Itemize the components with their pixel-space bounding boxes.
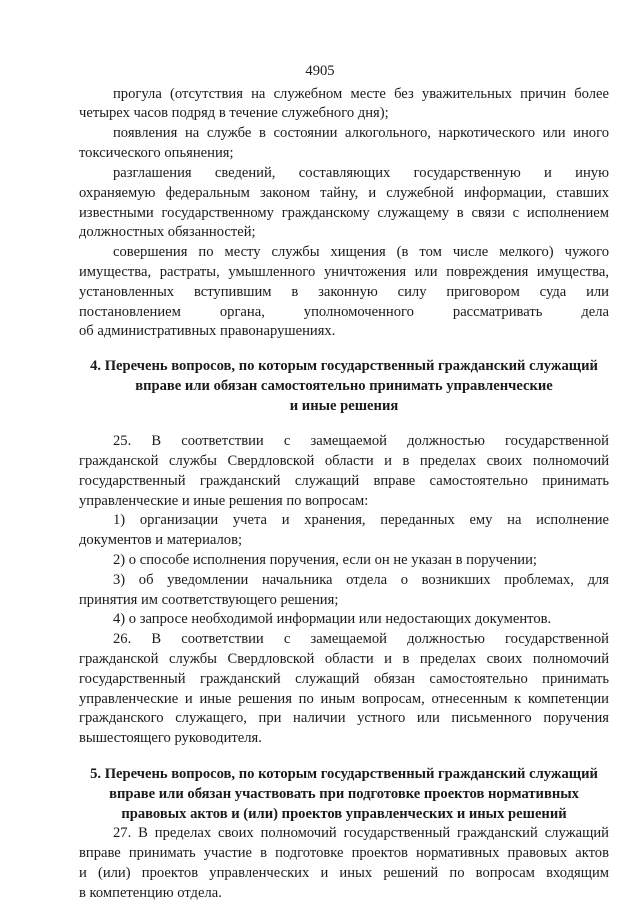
text-line: 4) о запросе необходимой информации или недостающих документов. [113,611,552,627]
section-heading: 4. Перечень вопросов, по которым государственный гражданский служащий [90,358,598,374]
text-line: гражданской службы Свердловской области и в пределах своих полномочий [79,651,609,667]
text-line: совершения по месту службы хищения (в том числе мелкого) чужого [113,244,609,260]
text-line: известными государственному гражданскому служащему в связи с исполнением [79,205,609,221]
section-heading: вправе или обязан самостоятельно принимать управленческие [135,378,553,394]
text-line: разглашения сведений, составляющих государственную и иную [113,165,609,181]
text-line: об административных правонарушениях. [79,323,336,339]
page-number: 4905 [305,63,335,79]
text-line: гражданского служащего, при наличии устного или письменного поручения [79,710,609,726]
text-line: управленческие и иные решения по вопросам: [79,493,369,509]
text-line: и (или) проектов управленческих и иных решений по вопросам входящим [79,865,609,881]
text-line: 2) о способе исполнения поручения, если он не указан в поручении; [113,552,537,568]
text-line: четырех часов подряд в течение служебного дня); [79,105,389,121]
section-heading: вправе или обязан участвовать при подготовке проектов нормативных [109,786,579,802]
text-line: принятия им соответствующего решения; [79,592,339,608]
text-line: 26. В соответствии с замещаемой должностью государственной [113,631,609,647]
text-line: имущества, растраты, умышленного уничтожения или повреждения имущества, [79,264,609,280]
text-line: вправе принимать участие в подготовке проектов нормативных правовых актов [79,845,609,861]
text-line: 3) об уведомлении начальника отдела о возникших проблемах, для [113,572,609,588]
section-heading: 5. Перечень вопросов, по которым государственный гражданский служащий [90,766,598,782]
text-line: в компетенцию отдела. [79,885,222,901]
text-line: должностных обязанностей; [79,224,256,240]
text-line: вышестоящего руководителя. [79,730,262,746]
text-line: установленных вступившим в законную силу приговором суда или [79,284,609,300]
text-line: государственный гражданский служащий обязан самостоятельно принимать [79,671,609,687]
text-line: 27. В пределах своих полномочий государственный гражданский служащий [113,825,609,841]
section-heading: и иные решения [289,398,399,414]
text-line: государственный гражданский служащий вправе самостоятельно принимать [79,473,609,489]
text-line: 25. В соответствии с замещаемой должностью государственной [113,433,609,449]
text-line: документов и материалов; [79,532,243,548]
text-line: постановлением органа, уполномоченного рассматривать дела [79,304,609,320]
text-line: появления на службе в состоянии алкогольного, наркотического или иного [113,125,609,141]
text-line: охраняемую федеральным законом тайну, и служебной информации, ставших [79,185,609,201]
section-heading: правовых актов и (или) проектов управленческих и иных решений [121,806,567,822]
text-line: токсического опьянения; [79,145,234,161]
text-line: гражданской службы Свердловской области и в пределах своих полномочий [79,453,609,469]
text-line: прогула (отсутствия на служебном месте без уважительных причин более [113,86,609,102]
text-line: 1) организации учета и хранения, переданных ему на исполнение [113,512,609,528]
text-line: управленческие и иные решения по иным вопросам, отнесенным к компетенции [79,691,609,707]
